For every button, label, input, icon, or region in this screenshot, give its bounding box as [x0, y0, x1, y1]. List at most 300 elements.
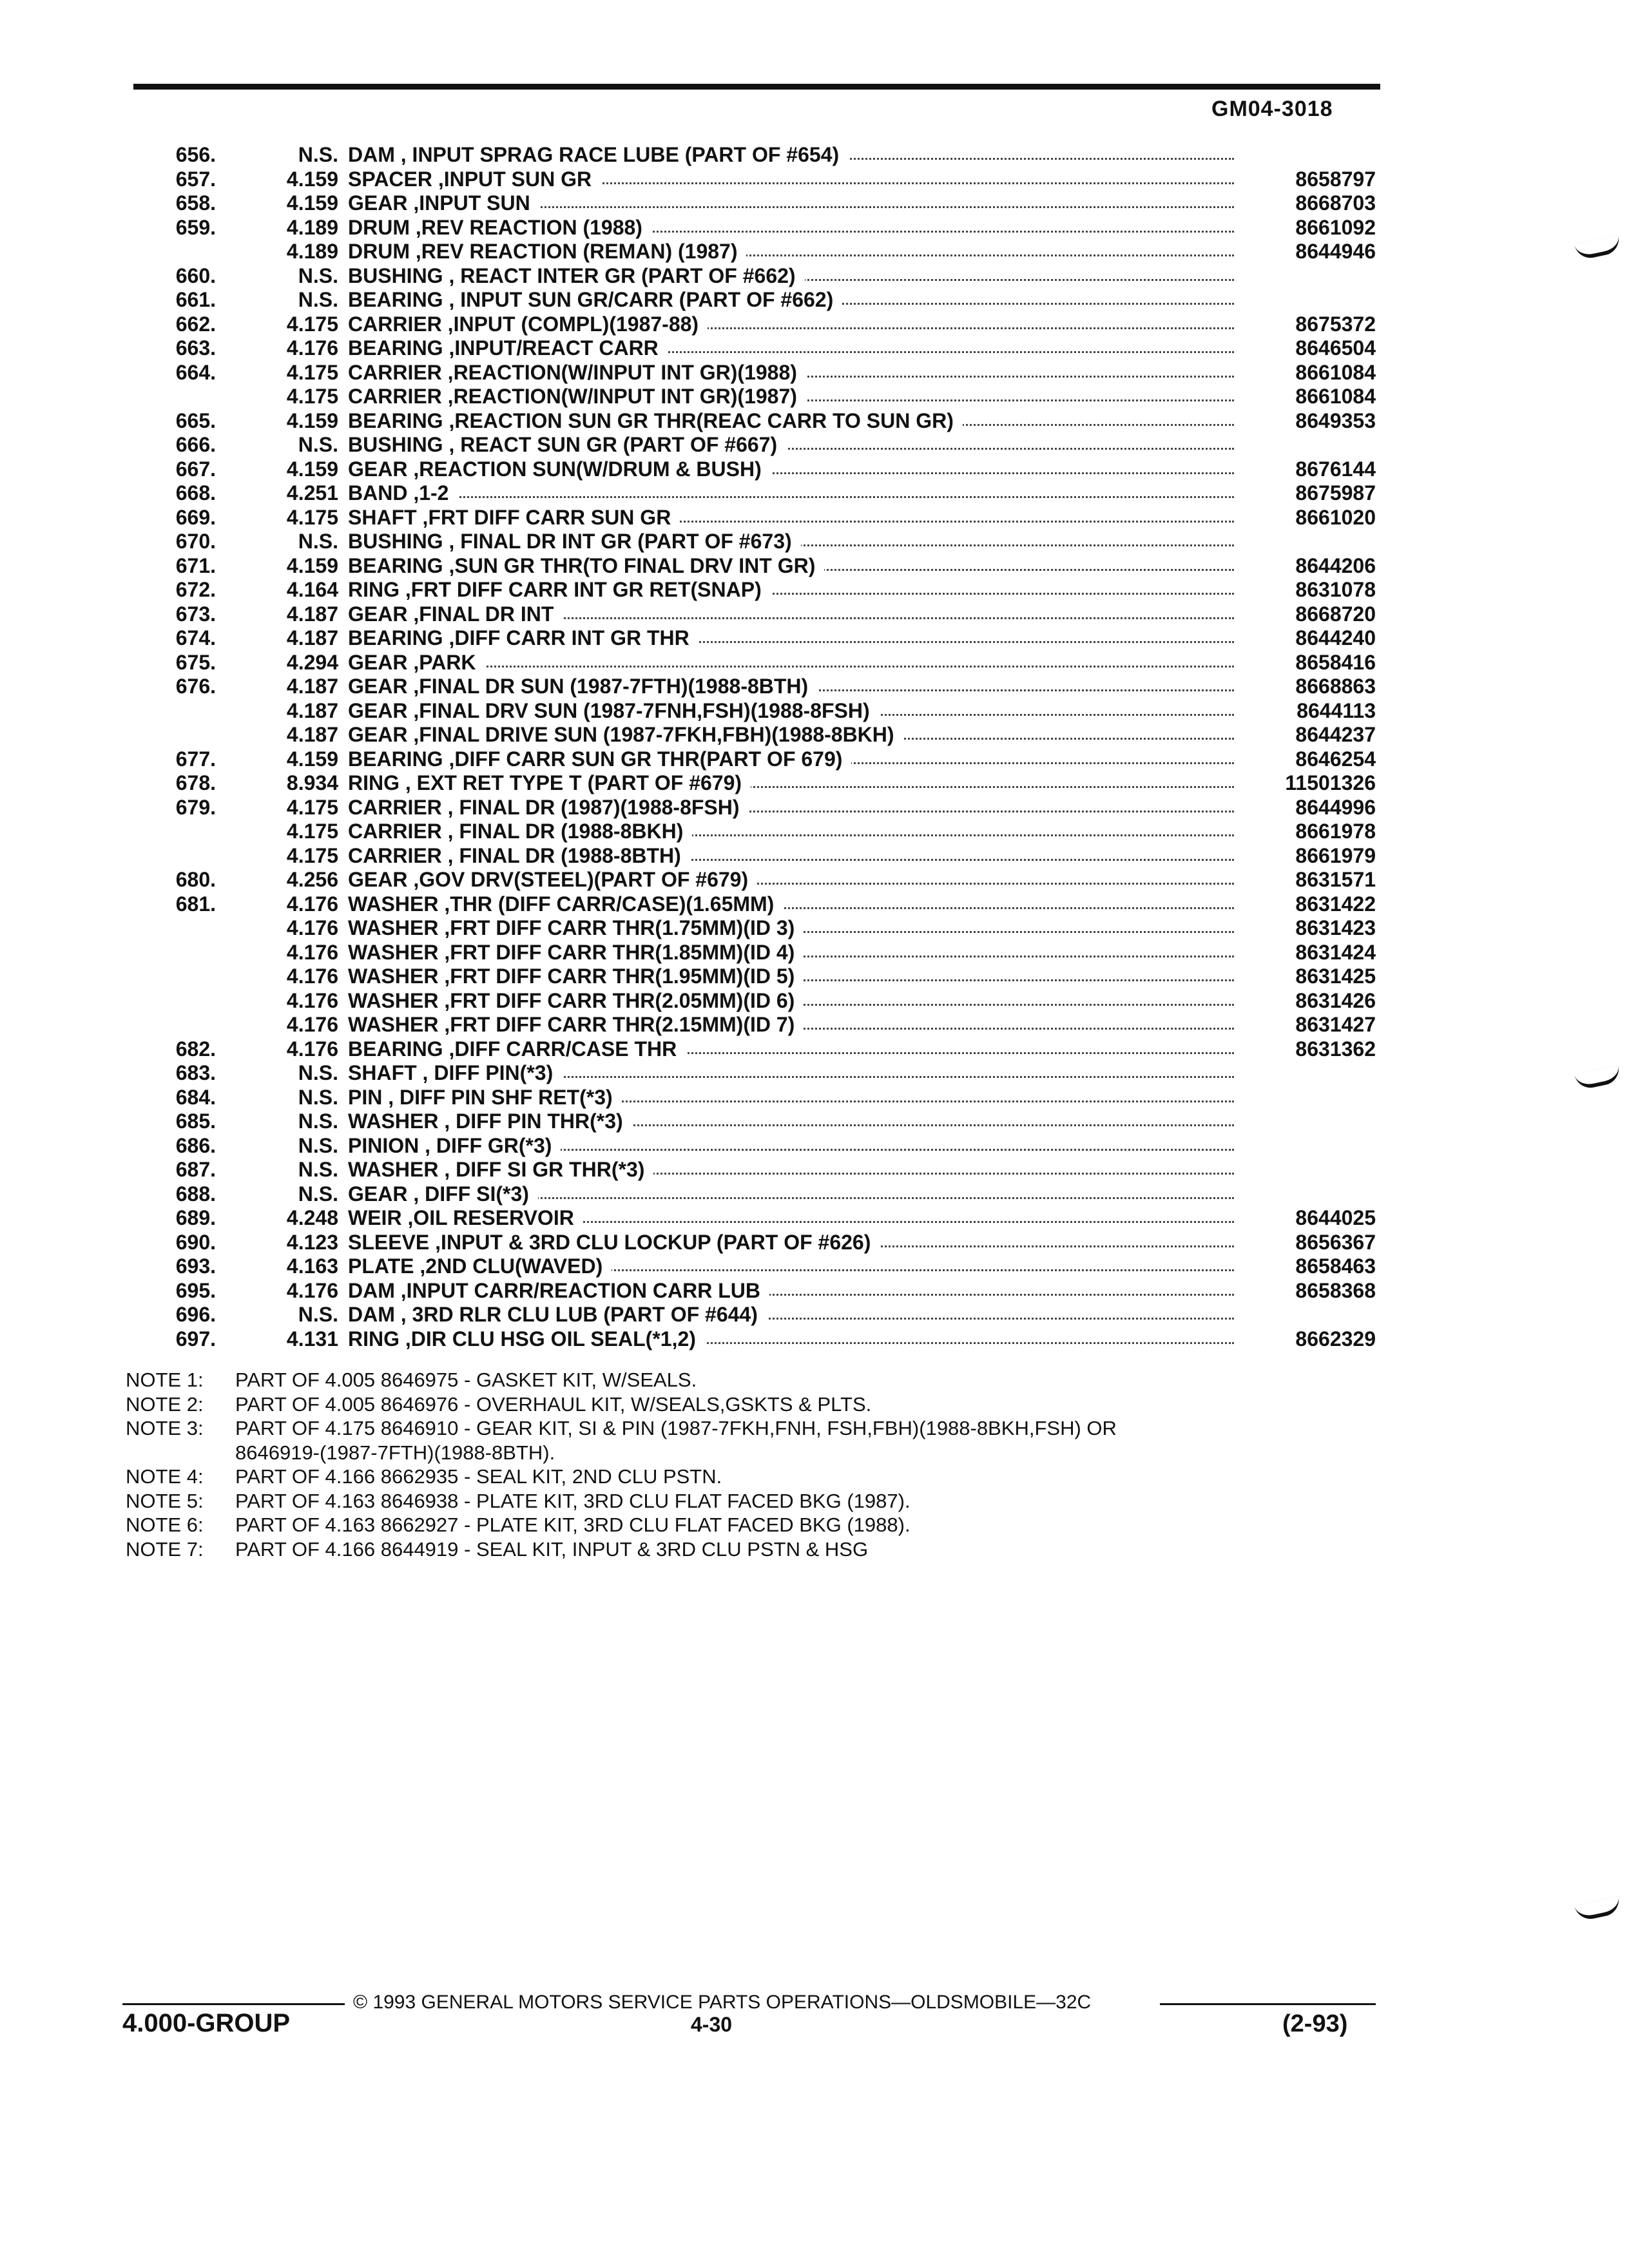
part-description: [348, 361, 1234, 385]
part-number: 8675987: [1295, 481, 1376, 505]
part-description: [348, 1206, 1234, 1231]
part-number: 8649353: [1295, 408, 1376, 432]
description-text: BEARING , INPUT SUN GR/CARR (PART OF #662): [348, 288, 842, 311]
part-description: [348, 506, 1234, 530]
group-number: 4.175: [286, 505, 338, 529]
notes-section: [126, 1368, 1479, 1561]
table-row: [0, 264, 1629, 289]
item-number: 687.: [175, 1158, 216, 1181]
description-text: CARRIER ,REACTION(W/INPUT INT GR)(1987): [348, 385, 806, 408]
note-line: [126, 1489, 1479, 1514]
item-number: 677.: [175, 747, 216, 771]
table-row: [0, 1303, 1629, 1327]
description-text: CARRIER , FINAL DR (1988-8BTH): [348, 844, 690, 867]
table-row: [0, 578, 1629, 602]
group-number: 4.176: [286, 1278, 338, 1302]
group-number: 4.159: [286, 747, 338, 771]
group-number: 4.159: [286, 408, 338, 432]
group-label: 4.000-GROUP: [122, 2009, 291, 2037]
group-number: 4.175: [286, 385, 338, 408]
item-number: 668.: [175, 481, 216, 505]
description-text: WASHER ,FRT DIFF CARR THR(1.95MM)(ID 5): [348, 965, 804, 988]
table-row: [0, 747, 1629, 772]
item-number: 657.: [175, 167, 216, 191]
item-number: 693.: [175, 1254, 216, 1278]
table-row: [0, 191, 1629, 216]
table-row: [0, 312, 1629, 337]
part-number: 8668703: [1295, 191, 1376, 215]
group-number: 4.294: [286, 650, 338, 674]
item-number: 690.: [175, 1230, 216, 1254]
part-description: [348, 457, 1234, 482]
table-row: [0, 771, 1629, 796]
part-number: 8658368: [1295, 1278, 1376, 1302]
group-number: N.S.: [298, 288, 338, 311]
part-number: 8668863: [1295, 675, 1376, 698]
part-number: 8658463: [1295, 1254, 1376, 1278]
part-description: [348, 530, 1234, 554]
note-text: PART OF 4.166 8644919 - SEAL KIT, INPUT & 3RD CLU PSTN & HSG: [235, 1537, 869, 1561]
note-label: NOTE 2:: [126, 1392, 204, 1416]
description-text: GEAR ,INPUT SUN: [348, 191, 539, 215]
part-description: [348, 1037, 1234, 1062]
part-description: [348, 1110, 1234, 1134]
group-number: 4.176: [286, 940, 338, 964]
part-description: [348, 433, 1234, 457]
item-number: 682.: [175, 1037, 216, 1061]
copyright-text: © 1993 GENERAL MOTORS SERVICE PARTS OPERATIONS—OLDSMOBILE—32C: [353, 1992, 1092, 2013]
item-number: 675.: [175, 650, 216, 674]
part-description: [348, 844, 1234, 869]
part-number: 8658416: [1295, 650, 1376, 674]
part-number: 8646504: [1295, 336, 1376, 360]
group-number: 4.187: [286, 723, 338, 746]
note-text: PART OF 4.163 8662927 - PLATE KIT, 3RD CLU FLAT FACED BKG (1988).: [235, 1514, 911, 1536]
group-number: N.S.: [298, 143, 338, 166]
table-row: [0, 168, 1629, 192]
part-description: [348, 675, 1234, 699]
item-number: 689.: [175, 1206, 216, 1229]
item-number: 674.: [175, 626, 216, 649]
group-number: 4.175: [286, 820, 338, 843]
part-description: [348, 892, 1234, 917]
top-rule: [133, 84, 1380, 90]
description-text: GEAR ,FINAL DRV SUN (1987-7FNH,FSH)(1988-8FSH): [348, 699, 879, 722]
description-text: GEAR ,GOV DRV(STEEL)(PART OF #679): [348, 868, 757, 891]
description-text: SLEEVE ,INPUT & 3RD CLU LOCKUP (PART OF #626): [348, 1231, 880, 1254]
part-description: [348, 409, 1234, 434]
table-row: [0, 796, 1629, 820]
part-description: [348, 481, 1234, 506]
note-line: [126, 1416, 1479, 1441]
part-description: [348, 965, 1234, 989]
description-text: DRUM ,REV REACTION (REMAN) (1987): [348, 240, 746, 263]
part-description: [348, 868, 1234, 892]
table-row: [0, 530, 1629, 554]
table-row: [0, 554, 1629, 579]
note-text: PART OF 4.163 8646938 - PLATE KIT, 3RD CLU FLAT FACED BKG (1987).: [235, 1489, 911, 1512]
part-description: [348, 699, 1234, 724]
part-description: [348, 288, 1234, 312]
group-number: 4.163: [286, 1254, 338, 1278]
item-number: 681.: [175, 892, 216, 916]
description-text: DRUM ,REV REACTION (1988): [348, 216, 651, 239]
group-number: N.S.: [298, 1061, 338, 1084]
table-row: [0, 1158, 1629, 1182]
part-number: 8631078: [1295, 578, 1376, 601]
item-number: 685.: [175, 1110, 216, 1133]
table-row: [0, 481, 1629, 506]
description-text: CARRIER , FINAL DR (1988-8BKH): [348, 820, 692, 843]
part-number: 8644237: [1295, 723, 1376, 746]
note-label: NOTE 7:: [126, 1537, 204, 1561]
item-number: 660.: [175, 264, 216, 287]
part-number: 8661084: [1295, 360, 1376, 384]
description-text: CARRIER , FINAL DR (1987)(1988-8FSH): [348, 796, 749, 819]
description-text: BUSHING , REACT SUN GR (PART OF #667): [348, 433, 786, 456]
item-number: 672.: [175, 578, 216, 601]
table-row: [0, 602, 1629, 627]
description-text: GEAR , DIFF SI(*3): [348, 1182, 538, 1206]
table-row: [0, 916, 1629, 941]
note-line: [126, 1368, 1479, 1392]
description-text: PIN , DIFF PIN SHF RET(*3): [348, 1086, 622, 1109]
description-text: GEAR ,FINAL DR SUN (1987-7FTH)(1988-8BTH): [348, 675, 817, 698]
part-description: [348, 578, 1234, 602]
part-description: [348, 554, 1234, 579]
description-text: GEAR ,PARK: [348, 651, 485, 674]
part-description: [348, 916, 1234, 941]
group-number: 8.934: [286, 771, 338, 794]
table-row: [0, 941, 1629, 965]
part-description: [348, 941, 1234, 965]
description-text: BEARING ,DIFF CARR SUN GR THR(PART OF 679): [348, 747, 851, 771]
item-number: 663.: [175, 336, 216, 360]
part-number: 8675372: [1295, 312, 1376, 336]
table-row: [0, 1206, 1629, 1231]
note-line: [126, 1537, 1479, 1562]
item-number: 669.: [175, 505, 216, 529]
group-number: N.S.: [298, 1085, 338, 1109]
part-number: 8631422: [1295, 892, 1376, 916]
description-text: BAND ,1-2: [348, 481, 458, 505]
group-number: 4.159: [286, 191, 338, 215]
item-number: 697.: [175, 1327, 216, 1350]
table-row: [0, 989, 1629, 1014]
date-code: (2-93): [1282, 2010, 1348, 2037]
part-description: [348, 1013, 1234, 1037]
description-text: WASHER ,FRT DIFF CARR THR(1.75MM)(ID 3): [348, 916, 804, 939]
group-number: 4.187: [286, 602, 338, 626]
group-number: 4.159: [286, 457, 338, 481]
item-number: 671.: [175, 553, 216, 577]
page-number: 4-30: [691, 2013, 733, 2036]
item-number: 670.: [175, 530, 216, 553]
part-number: 8644240: [1295, 626, 1376, 649]
description-text: SPACER ,INPUT SUN GR: [348, 168, 601, 191]
part-description: [348, 168, 1234, 192]
note-text: PART OF 4.005 8646976 - OVERHAUL KIT, W/SEALS,GSKTS & PLTS.: [235, 1392, 872, 1416]
description-text: RING ,DIR CLU HSG OIL SEAL(*1,2): [348, 1327, 705, 1350]
table-row: [0, 868, 1629, 892]
part-description: [348, 264, 1234, 289]
parts-list: [0, 143, 1629, 1351]
table-row: [0, 844, 1629, 869]
group-number: 4.187: [286, 626, 338, 649]
description-text: CARRIER ,INPUT (COMPL)(1987-88): [348, 312, 708, 336]
part-description: [348, 240, 1234, 264]
description-text: PLATE ,2ND CLU(WAVED): [348, 1254, 612, 1278]
part-number: 8661020: [1295, 505, 1376, 529]
note-label: NOTE 3:: [126, 1417, 204, 1439]
table-row: [0, 1254, 1629, 1279]
description-text: BUSHING , REACT INTER GR (PART OF #662): [348, 264, 805, 287]
group-number: 4.176: [286, 1013, 338, 1036]
group-number: 4.175: [286, 843, 338, 867]
item-number: 666.: [175, 433, 216, 456]
description-text: WASHER , DIFF PIN THR(*3): [348, 1110, 632, 1133]
description-text: BEARING ,DIFF CARR/CASE THR: [348, 1037, 686, 1061]
note-line: [126, 1513, 1479, 1537]
part-description: [348, 1158, 1234, 1182]
group-number: N.S.: [298, 530, 338, 553]
group-number: 4.176: [286, 988, 338, 1012]
table-row: [0, 1182, 1629, 1207]
item-number: 686.: [175, 1133, 216, 1157]
part-number: 8631362: [1295, 1037, 1376, 1061]
item-number: 678.: [175, 771, 216, 794]
group-number: 4.189: [286, 215, 338, 239]
leader-dots: [348, 496, 1234, 498]
part-description: [348, 1134, 1234, 1158]
description-text: WASHER ,THR (DIFF CARR/CASE)(1.65MM): [348, 892, 783, 916]
note-label: NOTE 1:: [126, 1369, 204, 1391]
description-text: SHAFT , DIFF PIN(*3): [348, 1061, 562, 1084]
group-number: 4.248: [286, 1206, 338, 1229]
part-number: 8631427: [1295, 1013, 1376, 1036]
table-row: [0, 892, 1629, 917]
part-description: [348, 989, 1234, 1014]
table-row: [0, 409, 1629, 434]
group-number: N.S.: [298, 1110, 338, 1133]
description-text: BEARING ,DIFF CARR INT GR THR: [348, 626, 699, 649]
group-number: 4.176: [286, 336, 338, 360]
table-row: [0, 699, 1629, 724]
part-description: [348, 191, 1234, 216]
group-number: N.S.: [298, 1303, 338, 1326]
item-number: 658.: [175, 191, 216, 215]
description-text: CARRIER ,REACTION(W/INPUT INT GR)(1988): [348, 361, 806, 384]
note-text: PART OF 4.005 8646975 - GASKET KIT, W/SEALS.: [235, 1369, 697, 1391]
item-number: 656.: [175, 143, 216, 166]
part-description: [348, 1279, 1234, 1303]
description-text: DAM ,INPUT CARR/REACTION CARR LUB: [348, 1279, 769, 1302]
part-number: 8644025: [1295, 1206, 1376, 1229]
item-number: 684.: [175, 1085, 216, 1109]
item-number: 683.: [175, 1061, 216, 1084]
part-description: [348, 385, 1234, 409]
table-row: [0, 1134, 1629, 1158]
group-number: N.S.: [298, 264, 338, 287]
group-number: 4.189: [286, 240, 338, 263]
part-number: 8676144: [1295, 457, 1376, 481]
group-number: 4.176: [286, 892, 338, 916]
document-code: GM04-3018: [1211, 97, 1333, 121]
part-number: 8631424: [1295, 940, 1376, 964]
description-text: WASHER ,FRT DIFF CARR THR(2.05MM)(ID 6): [348, 989, 804, 1012]
table-row: [0, 457, 1629, 482]
description-text: WASHER , DIFF SI GR THR(*3): [348, 1158, 653, 1181]
table-row: [0, 506, 1629, 530]
group-number: N.S.: [298, 433, 338, 456]
part-number: 8656367: [1295, 1230, 1376, 1254]
part-number: 8644113: [1296, 698, 1376, 722]
part-number: 8661979: [1295, 843, 1376, 867]
table-row: [0, 820, 1629, 844]
group-number: 4.176: [286, 916, 338, 939]
part-number: 8631423: [1295, 916, 1376, 939]
note-text: 8646919-(1987-7FTH)(1988-8BTH).: [235, 1441, 555, 1464]
table-row: [0, 385, 1629, 409]
footer-rule-right: [1160, 2003, 1376, 2005]
item-number: 676.: [175, 675, 216, 698]
part-number: 8646254: [1295, 747, 1376, 771]
item-number: 695.: [175, 1278, 216, 1302]
part-description: [348, 1231, 1234, 1255]
item-number: 667.: [175, 457, 216, 481]
part-number: 8668720: [1295, 602, 1376, 626]
item-number: 688.: [175, 1182, 216, 1206]
part-description: [348, 771, 1234, 796]
part-number: 11501326: [1285, 771, 1376, 794]
part-number: 8644206: [1295, 553, 1376, 577]
part-description: [348, 1086, 1234, 1110]
description-text: BUSHING , FINAL DR INT GR (PART OF #673): [348, 530, 801, 553]
item-number: 664.: [175, 360, 216, 384]
description-text: RING ,FRT DIFF CARR INT GR RET(SNAP): [348, 578, 771, 601]
part-description: [348, 312, 1234, 337]
part-description: [348, 820, 1234, 844]
description-text: RING , EXT RET TYPE T (PART OF #679): [348, 771, 751, 794]
note-label: NOTE 6:: [126, 1514, 204, 1536]
part-description: [348, 336, 1234, 361]
description-text: WASHER ,FRT DIFF CARR THR(1.85MM)(ID 4): [348, 941, 804, 964]
part-number: 8631571: [1295, 868, 1376, 891]
description-text: DAM , INPUT SPRAG RACE LUBE (PART OF #654): [348, 143, 848, 166]
description-text: BEARING ,SUN GR THR(TO FINAL DRV INT GR): [348, 554, 824, 577]
group-number: 4.187: [286, 675, 338, 698]
part-description: [348, 747, 1234, 772]
part-description: [348, 143, 1234, 168]
part-description: [348, 626, 1234, 651]
table-row: [0, 723, 1629, 747]
table-row: [0, 336, 1629, 361]
part-number: 8661978: [1295, 820, 1376, 843]
punch-hole-mark: [1574, 1896, 1622, 1922]
part-number: 8631426: [1295, 988, 1376, 1012]
table-row: [0, 240, 1629, 264]
item-number: 696.: [175, 1303, 216, 1326]
table-row: [0, 1231, 1629, 1255]
note-line: [126, 1441, 1479, 1465]
group-number: 4.256: [286, 868, 338, 891]
table-row: [0, 361, 1629, 385]
table-row: [0, 1110, 1629, 1134]
part-number: 8658797: [1295, 167, 1376, 191]
part-description: [348, 1303, 1234, 1327]
table-row: [0, 651, 1629, 675]
note-label: NOTE 5:: [126, 1489, 204, 1512]
item-number: 662.: [175, 312, 216, 336]
group-number: N.S.: [298, 1158, 338, 1181]
note-line: [126, 1465, 1479, 1489]
group-number: 4.123: [286, 1230, 338, 1254]
group-number: 4.175: [286, 312, 338, 336]
part-description: [348, 602, 1234, 627]
description-text: SHAFT ,FRT DIFF CARR SUN GR: [348, 506, 680, 529]
group-number: 4.176: [286, 1037, 338, 1061]
note-text: PART OF 4.166 8662935 - SEAL KIT, 2ND CLU PSTN.: [235, 1465, 722, 1488]
item-number: 661.: [175, 288, 216, 311]
group-number: 4.175: [286, 795, 338, 819]
part-description: [348, 1327, 1234, 1352]
description-text: DAM , 3RD RLR CLU LUB (PART OF #644): [348, 1303, 767, 1326]
part-number: 8661092: [1295, 215, 1376, 239]
note-line: [126, 1392, 1479, 1417]
part-description: [348, 1254, 1234, 1279]
part-description: [348, 1182, 1234, 1207]
group-number: 4.131: [286, 1327, 338, 1350]
description-text: BEARING ,INPUT/REACT CARR: [348, 336, 668, 360]
part-number: 8661084: [1295, 385, 1376, 408]
description-text: BEARING ,REACTION SUN GR THR(REAC CARR TO SUN GR): [348, 409, 963, 432]
table-row: [0, 143, 1629, 168]
note-label: NOTE 4:: [126, 1465, 204, 1488]
table-row: [0, 288, 1629, 312]
part-number: 8662329: [1295, 1327, 1376, 1350]
description-text: WEIR ,OIL RESERVOIR: [348, 1206, 583, 1229]
description-text: PINION , DIFF GR(*3): [348, 1134, 561, 1157]
part-description: [348, 796, 1234, 820]
item-number: 673.: [175, 602, 216, 626]
table-row: [0, 1327, 1629, 1352]
group-number: N.S.: [298, 1133, 338, 1157]
description-text: GEAR ,FINAL DRIVE SUN (1987-7FKH,FBH)(1988-8BKH): [348, 723, 903, 746]
footer-rule-left: [122, 2003, 345, 2005]
group-number: 4.176: [286, 965, 338, 988]
table-row: [0, 965, 1629, 989]
group-number: 4.159: [286, 167, 338, 191]
group-number: 4.159: [286, 553, 338, 577]
note-text: PART OF 4.175 8646910 - GEAR KIT, SI & PIN (1987-7FKH,FNH, FSH,FBH)(1988-8BKH,FSH) OR: [235, 1417, 1117, 1439]
part-description: [348, 1061, 1234, 1086]
table-row: [0, 1279, 1629, 1303]
item-number: 665.: [175, 408, 216, 432]
item-number: 659.: [175, 215, 216, 239]
table-row: [0, 1037, 1629, 1062]
group-number: 4.175: [286, 360, 338, 384]
group-number: N.S.: [298, 1182, 338, 1206]
description-text: GEAR ,REACTION SUN(W/DRUM & BUSH): [348, 457, 771, 481]
item-number: 679.: [175, 795, 216, 819]
part-number: 8644946: [1295, 240, 1376, 263]
part-description: [348, 723, 1234, 747]
description-text: GEAR ,FINAL DR INT: [348, 602, 563, 626]
part-number: 8631425: [1295, 965, 1376, 988]
table-row: [0, 1061, 1629, 1086]
table-row: [0, 626, 1629, 651]
part-description: [348, 651, 1234, 675]
